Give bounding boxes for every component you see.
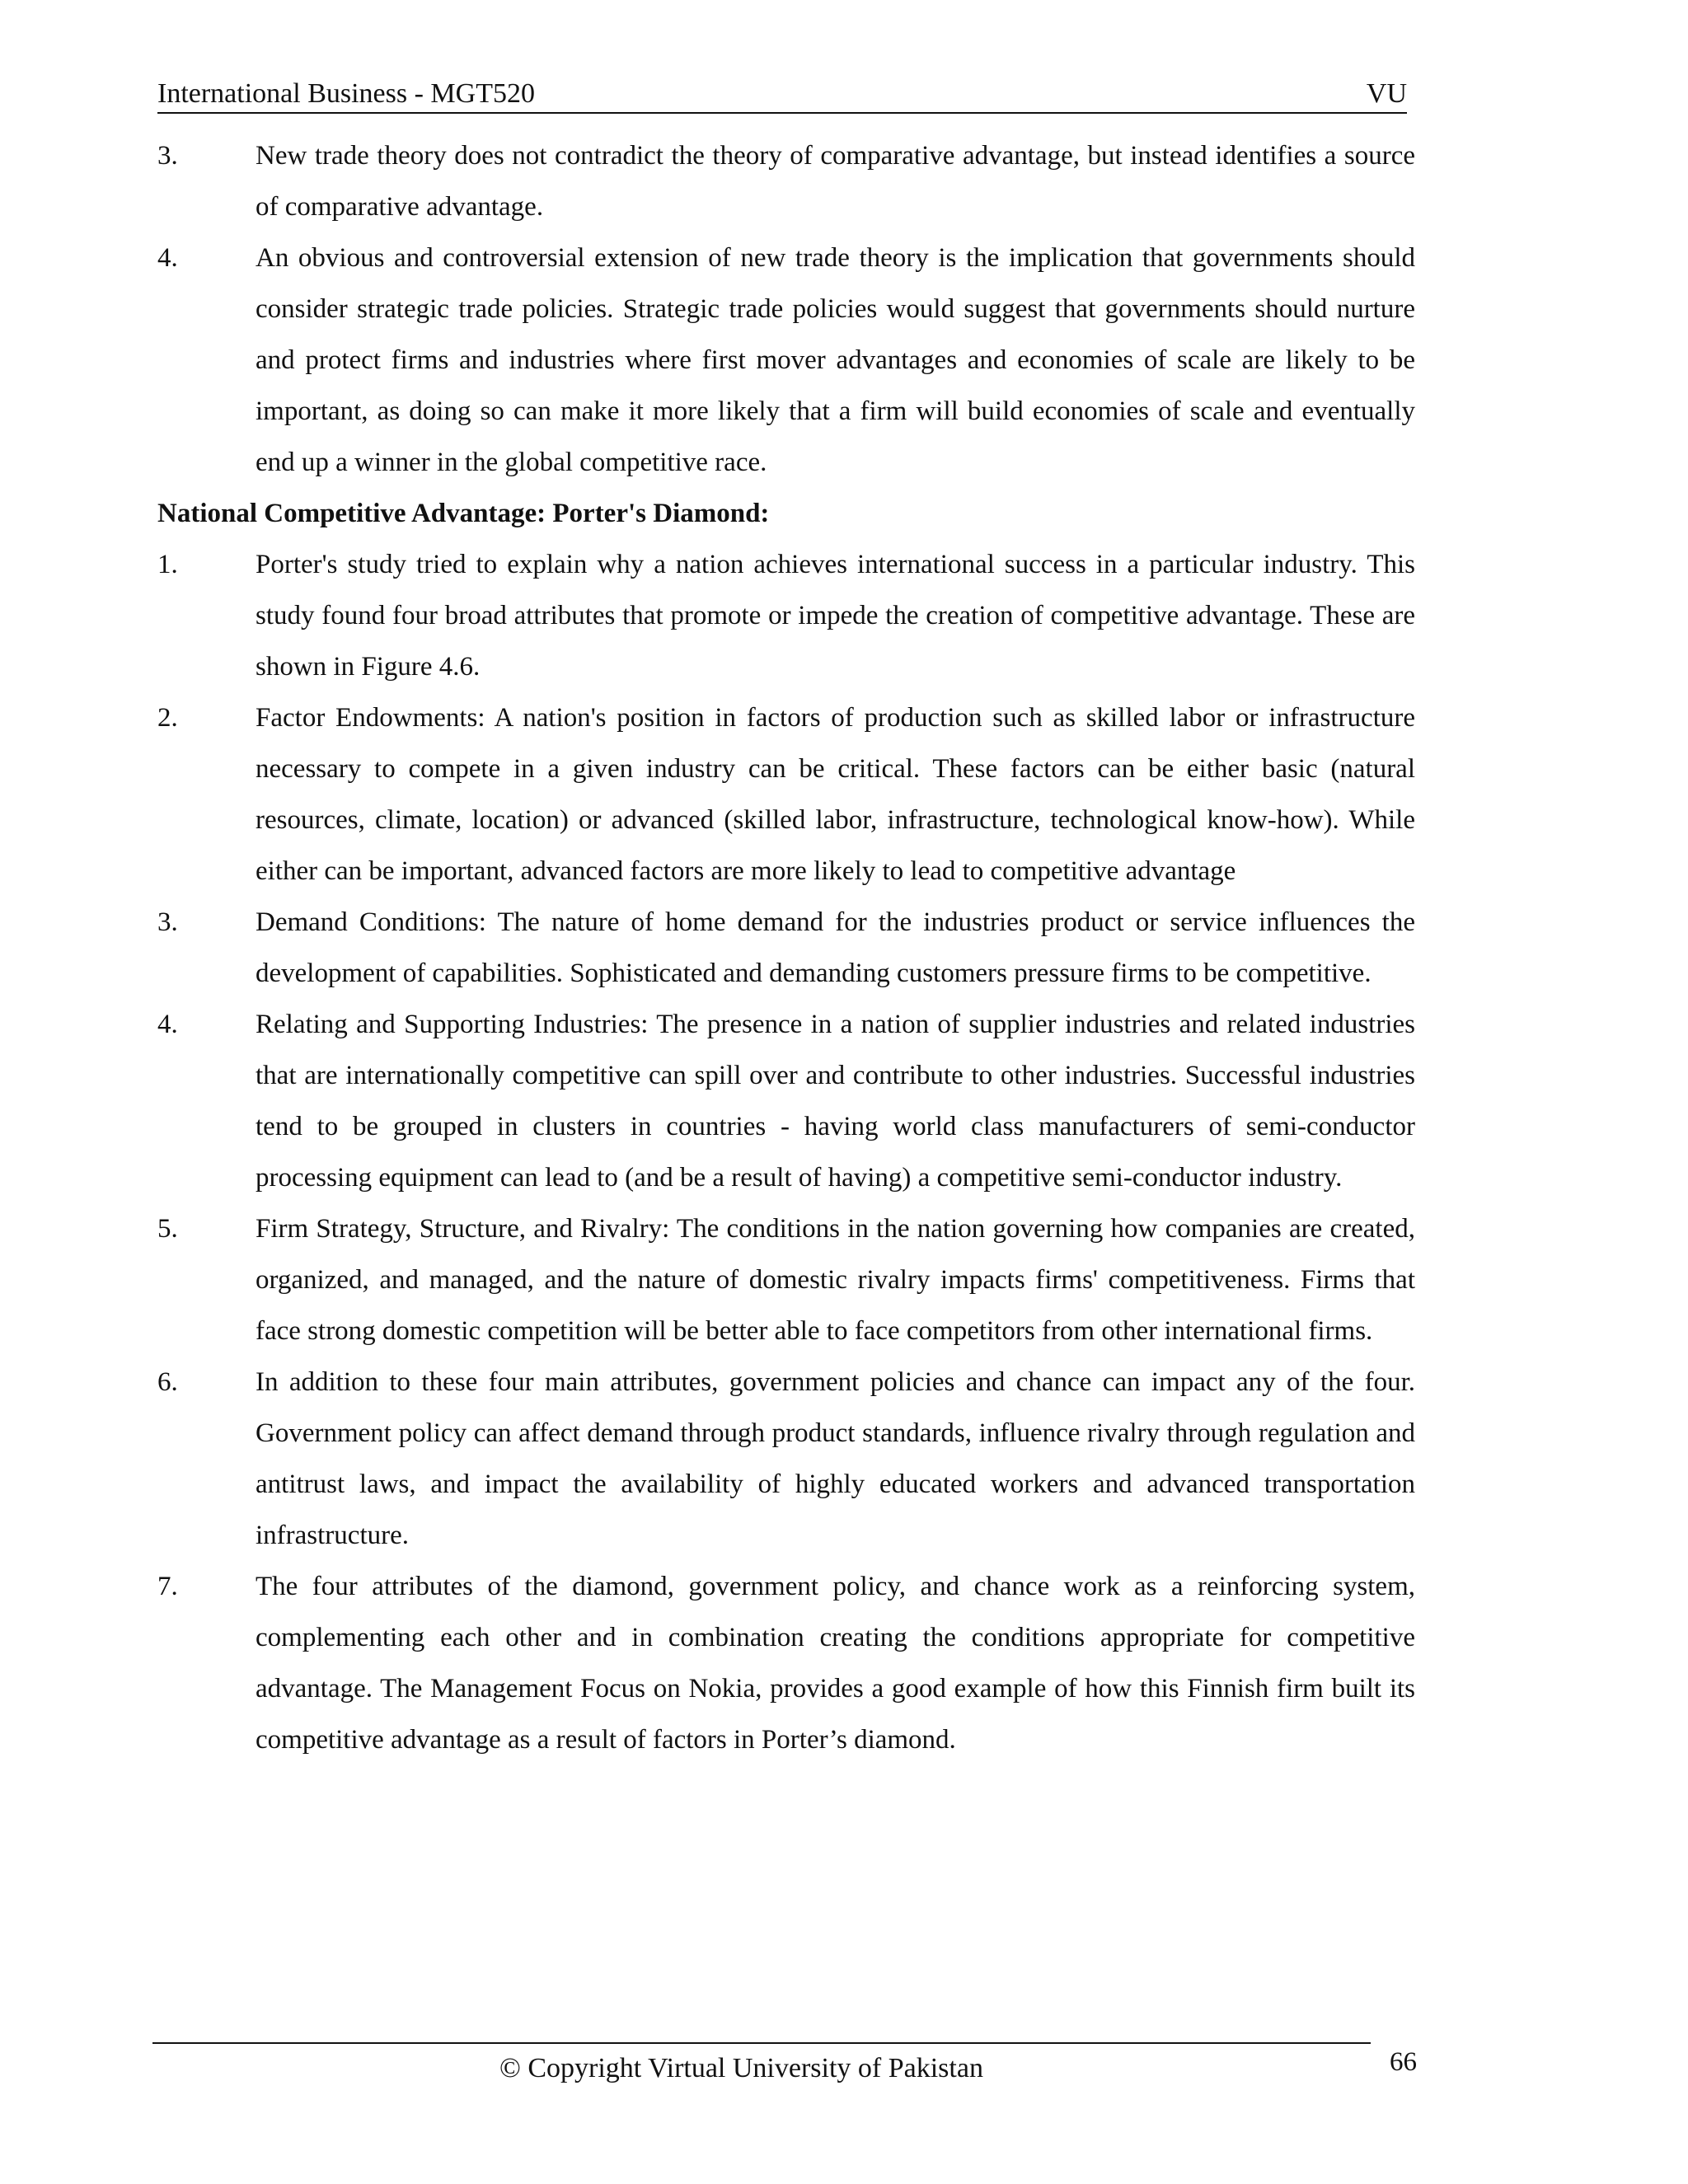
- list-item: [157, 1357, 1415, 1561]
- item-number: 6.: [157, 1367, 178, 1397]
- item-text: Firm Strategy, Structure, and Rivalry: The conditions in the nation governing how companies are created, organized, and managed, and the nature of domestic rivalry impacts firms' competitiveness. Firms that face strong domestic competition will be better able to face competitors from other international firms.: [256, 1214, 1415, 1346]
- footer-divider: [152, 2042, 1371, 2044]
- item-text: In addition to these four main attributes, government policies and chance can impact any of the four. Government policy can affect demand through product standards, influence rivalry through regulation and antitrust laws, and impact the availability of highly educated workers and advanced transportation infrastructure.: [256, 1367, 1415, 1550]
- copyright-notice: © Copyright Virtual University of Pakistan: [499, 2053, 983, 2083]
- item-text: Factor Endowments: A nation's position in factors of production such as skilled labor or infrastructure necessary to compete in a given industry can be critical. These factors can be either basic (natural resources, climate, location) or advanced (skilled labor, infrastructure, technological know-how). While either can be important, advanced factors are more likely to lead to competitive advantage: [256, 703, 1415, 886]
- item-number: 1.: [157, 550, 178, 579]
- list-item: [157, 130, 1415, 232]
- list-item: [157, 1561, 1415, 1765]
- list-item: [157, 999, 1415, 1203]
- item-number: 2.: [157, 703, 178, 733]
- item-number: 3.: [157, 907, 178, 937]
- list-item: [157, 692, 1415, 897]
- item-text: Demand Conditions: The nature of home demand for the industries product or service influences the development of capabilities. Sophisticated and demanding customers pressure firms to be competitive.: [256, 907, 1415, 988]
- item-number: 3.: [157, 141, 178, 171]
- item-number: 4.: [157, 243, 178, 273]
- item-text: The four attributes of the diamond, government policy, and chance work as a reinforcing system, complementing each other and in combination creating the conditions appropriate for competitive advantage. The Management Focus on Nokia, provides a good example of how this Finnish firm built its competitive advantage as a result of factors in Porter’s diamond.: [256, 1572, 1415, 1755]
- item-text: Relating and Supporting Industries: The presence in a nation of supplier industries and related industries that are internationally competitive can spill over and contribute to other industries. Successful industries tend to be grouped in clusters in countries - having world class manufacturers of semi-conductor processing equipment can lead to (and be a result of having) a competitive semi-conductor industry.: [256, 1010, 1415, 1193]
- item-number: 4.: [157, 1010, 178, 1039]
- section-heading: National Competitive Advantage: Porter's Diamond:: [157, 499, 770, 528]
- item-text: An obvious and controversial extension of new trade theory is the implication that governments should consider strategic trade policies. Strategic trade policies would suggest that governments should nurture and protect firms and industries where first mover advantages and economies of scale are likely to be important, as doing so can make it more likely that a firm will build economies of scale and eventually end up a winner in the global competitive race.: [256, 243, 1415, 477]
- item-text: Porter's study tried to explain why a nation achieves international success in a particular industry. This study found four broad attributes that promote or impede the creation of competitive advantage. These are shown in Figure 4.6.: [256, 550, 1415, 682]
- list-item: [157, 232, 1415, 488]
- list-item: [157, 897, 1415, 999]
- item-number: 5.: [157, 1214, 178, 1244]
- page-number: 66: [1390, 2047, 1417, 2077]
- item-text: New trade theory does not contradict the theory of comparative advantage, but instead identifies a source of comparative advantage.: [256, 141, 1415, 222]
- page-header: [157, 76, 1407, 114]
- item-number: 7.: [157, 1572, 178, 1601]
- course-title: International Business - MGT520: [157, 78, 535, 109]
- page-body: [157, 130, 1415, 1765]
- list-item: [157, 1203, 1415, 1357]
- list-item: [157, 539, 1415, 692]
- institution-label: VU: [1366, 78, 1407, 109]
